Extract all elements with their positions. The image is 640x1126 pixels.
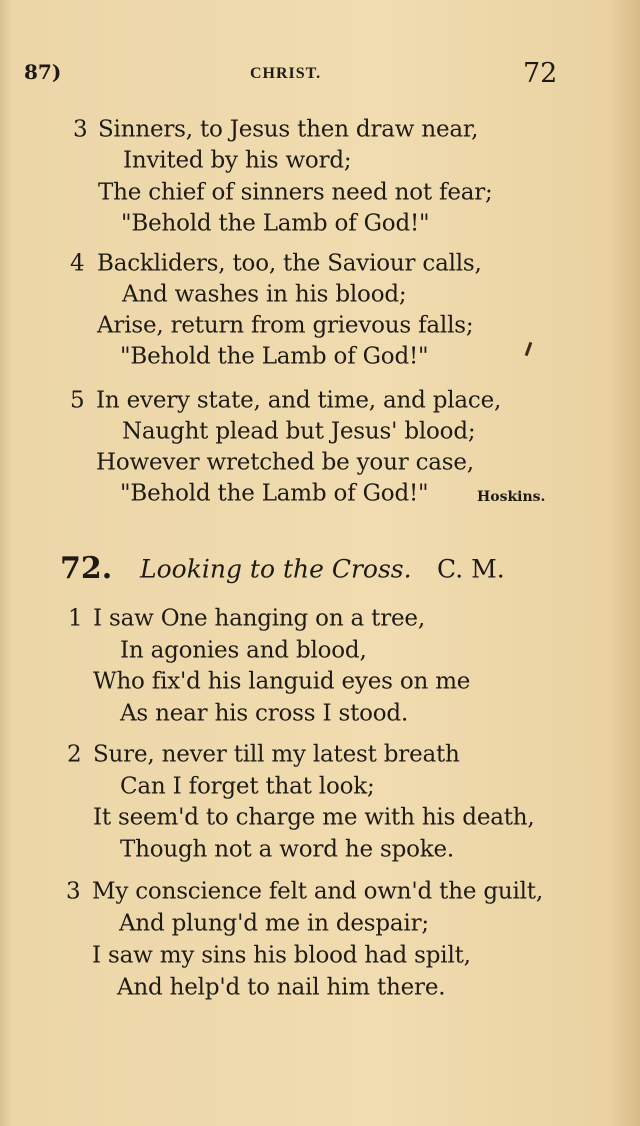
verse-line: In every state, and time, and place, [96,387,502,414]
hymn-number: 72. [60,551,113,586]
author-attribution: Hoskins. [477,489,546,505]
verse-line: However wretched be your case, [96,449,474,476]
verse-line: I saw my sins his blood had spilt, [92,942,471,969]
verse-number: 1 [68,605,83,632]
verse-line: "Behold the Lamb of God!" [121,210,430,237]
verse-line: Though not a word he spoke. [120,836,455,863]
verse-number: 3 [66,878,81,905]
verse-line: Arise, return from grievous falls; [97,312,474,339]
verse-line: My conscience felt and own'd the guilt, [92,878,543,905]
verse-number: 3 [73,116,88,143]
verse-number: 2 [67,741,82,768]
verse-line: Backliders, too, the Saviour calls, [97,250,482,277]
verse-line: The chief of sinners need not fear; [98,179,493,206]
verse-line: And washes in his blood; [122,281,407,308]
verse-line: Sure, never till my latest breath [93,741,460,768]
verse-line: In agonies and blood, [120,637,367,664]
verse-line: Naught plead but Jesus' blood; [122,418,476,445]
hymn-title: Looking to the Cross. [140,554,412,584]
verse-line: Invited by his word; [123,147,352,174]
verse-line: Sinners, to Jesus then draw near, [98,116,479,143]
verse-line: "Behold the Lamb of God!" [120,343,429,370]
verse-line: And help'd to nail him there. [117,974,446,1001]
header-left-number: 87) [24,60,62,84]
verse-line: As near his cross I stood. [120,700,409,727]
hymn-meter: C. M. [437,554,505,584]
verse-number: 4 [70,250,85,277]
verse-line: And plung'd me in despair; [119,910,429,937]
verse-line: I saw One hanging on a tree, [93,605,425,632]
ink-mark [525,342,533,356]
running-title: CHRIST. [250,65,322,82]
verse-line: It seem'd to charge me with his death, [93,804,535,831]
verse-number: 5 [70,387,85,414]
verse-line: Who fix'd his languid eyes on me [93,668,471,695]
page-number: 72 [523,58,558,89]
verse-line: Can I forget that look; [120,773,375,800]
verse-line: "Behold the Lamb of God!" [120,480,429,507]
